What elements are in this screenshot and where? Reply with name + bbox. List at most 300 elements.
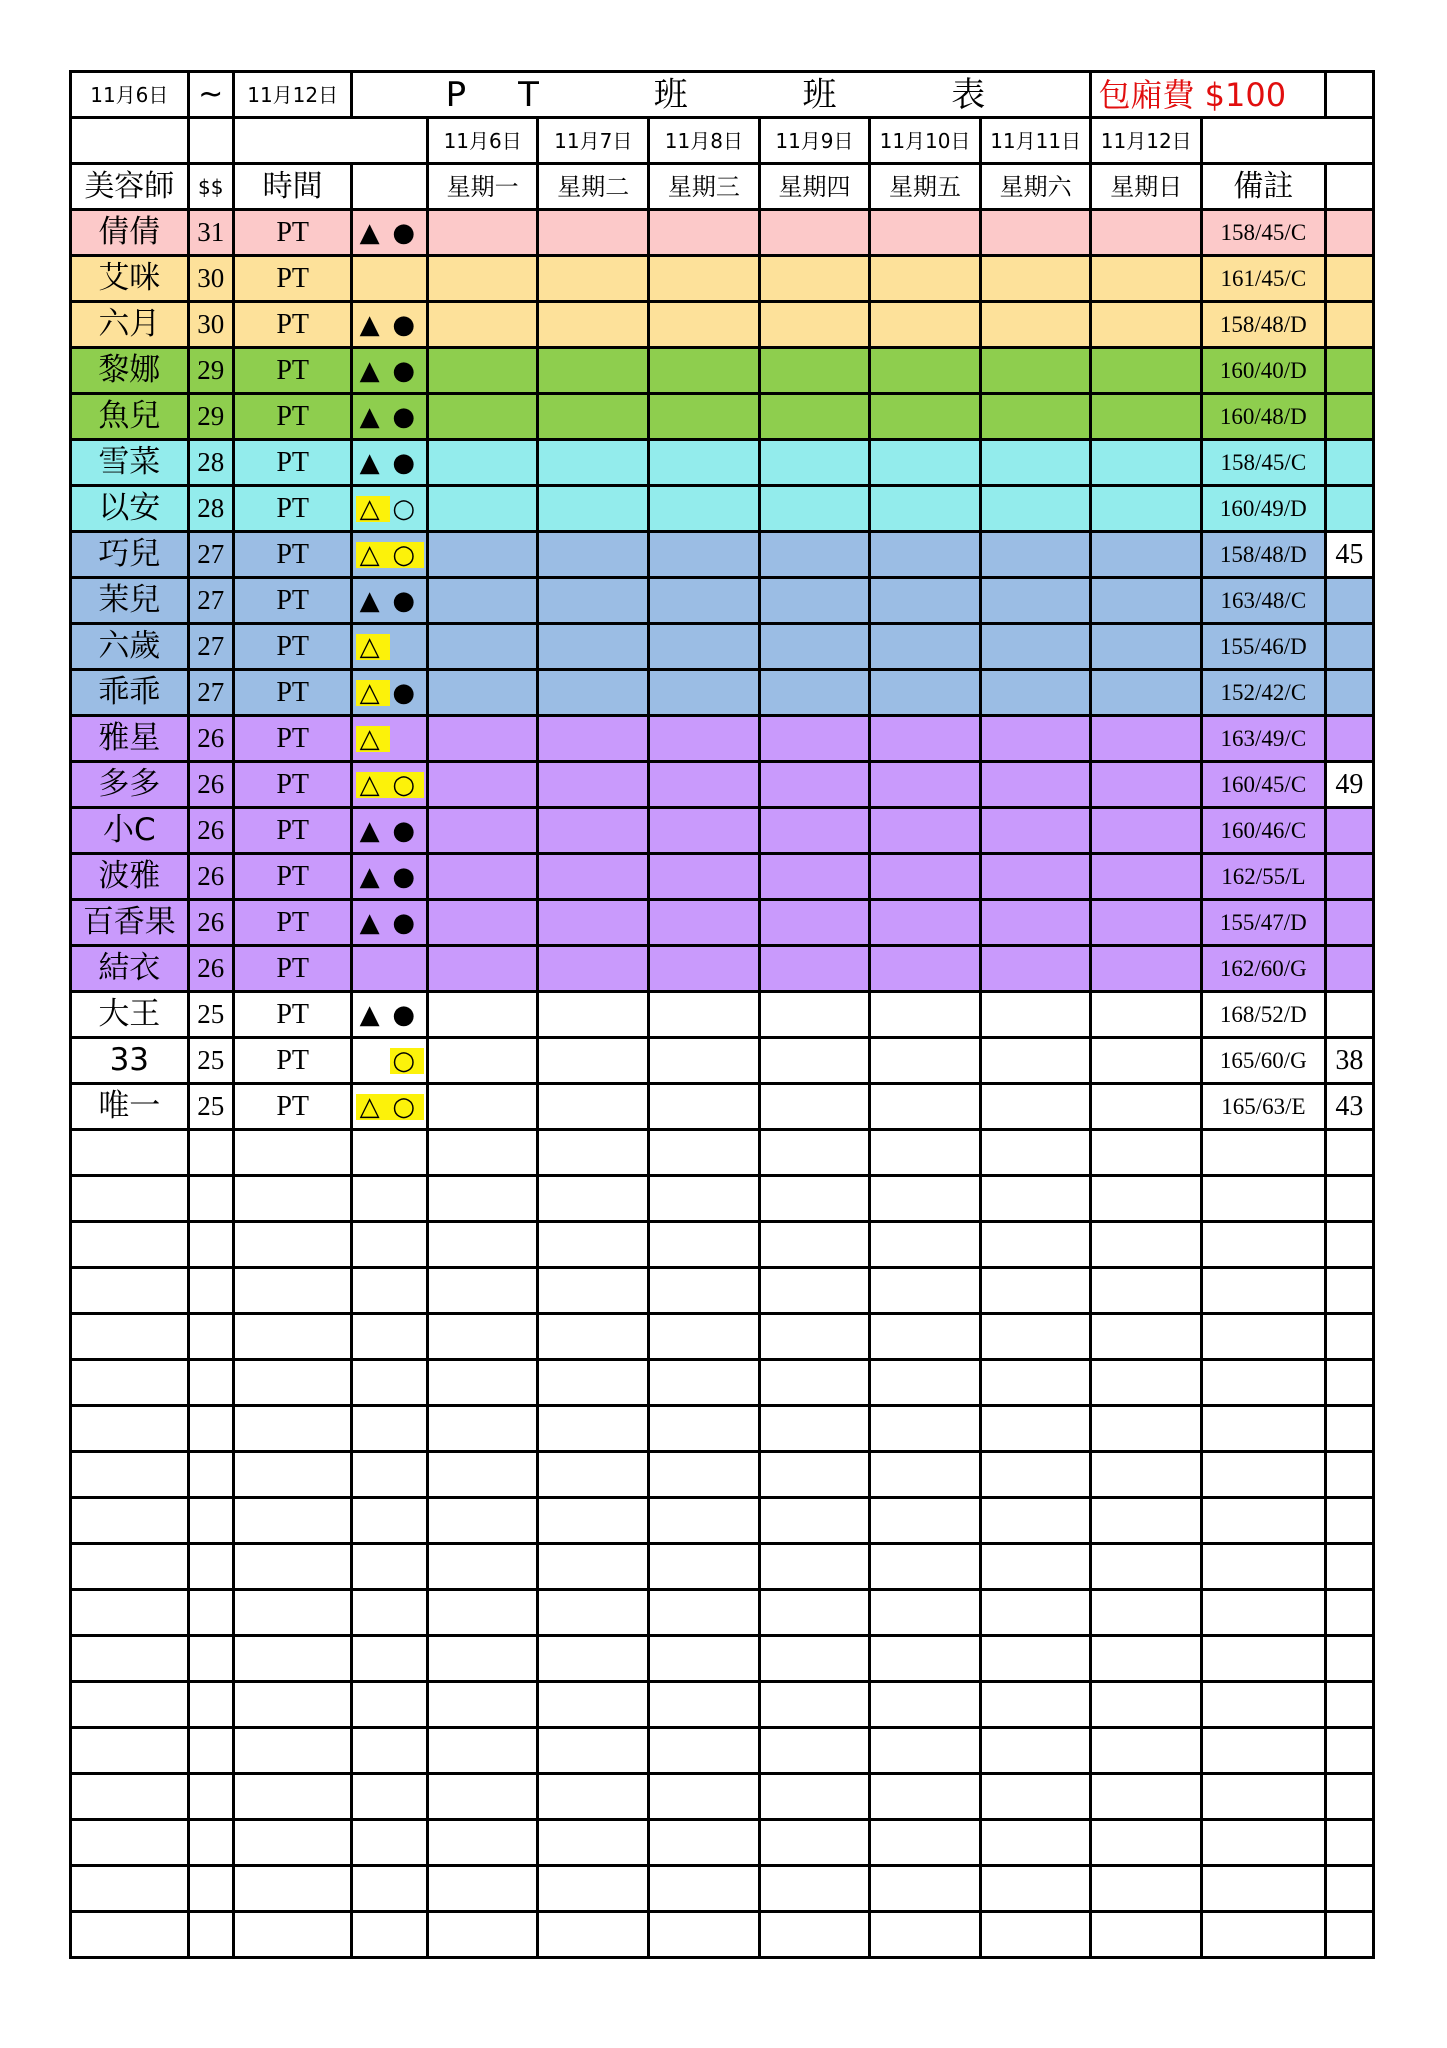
empty-cell [649,1774,760,1820]
empty-cell [870,1820,981,1866]
empty-cell [188,1498,233,1544]
day-cell [1091,670,1202,716]
staff-row [71,486,1374,532]
empty-cell [980,1452,1091,1498]
empty-cell [649,1682,760,1728]
empty-cell [188,1820,233,1866]
extra-value [1325,854,1373,900]
extra-value [1325,440,1373,486]
triangle-mark: △ [356,726,390,752]
empty-cell [1202,1912,1326,1958]
empty-cell [870,1636,981,1682]
empty-cell [427,1360,538,1406]
empty-cell [1202,1314,1326,1360]
day-cell [759,716,870,762]
staff-row [71,762,1374,808]
empty-cell [649,1130,760,1176]
extra-value: 43 [1325,1084,1373,1130]
empty-cell [759,1360,870,1406]
empty-cell [1091,1268,1202,1314]
empty-cell [233,1866,352,1912]
price-value: 27 [188,532,233,578]
weekday-header: 星期五 [870,164,981,210]
empty-cell [71,1866,189,1912]
triangle-mark: ▲ [359,815,386,846]
empty-cell [1325,1866,1373,1912]
empty-cell [649,1452,760,1498]
day-cell [538,302,649,348]
page-title: PT 班 班 表 [352,72,1091,118]
empty-cell [233,1222,352,1268]
extra-value: 38 [1325,1038,1373,1084]
triangle-mark: △ [356,634,390,660]
day-cell [649,670,760,716]
empty-cell [71,1590,189,1636]
triangle-mark: △ [356,542,390,568]
day-cell [538,440,649,486]
day-cell [538,946,649,992]
empty-cell [427,1268,538,1314]
day-cell [427,394,538,440]
empty-cell [538,1912,649,1958]
empty-cell [980,1728,1091,1774]
start-date: 11月6日 [71,72,189,118]
price-value: 29 [188,394,233,440]
staff-row [71,256,1374,302]
empty-cell [427,1130,538,1176]
empty-cell [538,1452,649,1498]
day-cell [427,992,538,1038]
empty-cell [188,1682,233,1728]
empty-cell [71,1360,189,1406]
empty-cell [188,1314,233,1360]
mark-cell [352,624,427,670]
day-cell [649,394,760,440]
empty-cell [649,1314,760,1360]
empty-cell [649,1912,760,1958]
empty-cell [1091,1314,1202,1360]
empty-cell [352,1912,427,1958]
triangle-mark: ▲ [359,309,386,340]
empty-cell [1091,1544,1202,1590]
empty-cell [427,1866,538,1912]
mark-cell [352,578,427,624]
extra-value [1325,670,1373,716]
day-cell [1091,1084,1202,1130]
empty-cell [980,1314,1091,1360]
empty-cell [870,1268,981,1314]
empty-cell [1202,1636,1326,1682]
staff-row [71,946,1374,992]
price-value: 26 [188,854,233,900]
empty-cell [233,1544,352,1590]
empty-cell [71,1544,189,1590]
date-header: 11月12日 [1091,118,1202,164]
empty-cell [1325,1728,1373,1774]
triangle-mark: △ [356,772,390,798]
circle-mark: ● [392,447,422,478]
beautician-name: 倩倩 [71,210,189,256]
empty-cell [71,1820,189,1866]
empty-cell [870,1590,981,1636]
empty-cell [870,1682,981,1728]
staff-row [71,210,1374,256]
empty-cell [352,1590,427,1636]
day-cell [427,762,538,808]
price-value: 26 [188,716,233,762]
day-cell [759,624,870,670]
extra-value [1325,808,1373,854]
empty-cell [233,1360,352,1406]
empty-cell [188,1130,233,1176]
empty-cell [538,1268,649,1314]
beautician-name: 艾咪 [71,256,189,302]
note-value: 161/45/C [1202,256,1326,302]
price-value: 31 [188,210,233,256]
empty-cell [1325,1222,1373,1268]
beautician-name: 巧兒 [71,532,189,578]
extra-value [1325,302,1373,348]
empty-cell [233,1176,352,1222]
empty-cell [352,1682,427,1728]
day-cell [427,348,538,394]
empty-cell [1325,1636,1373,1682]
empty-cell [1202,1268,1326,1314]
beautician-name: 百香果 [71,900,189,946]
empty-cell [427,1636,538,1682]
staff-row [71,1038,1374,1084]
day-cell [759,808,870,854]
day-cell [427,716,538,762]
empty-cell [870,1912,981,1958]
empty-cell [870,1866,981,1912]
extra-value [1325,256,1373,302]
mark-cell [352,670,427,716]
empty-cell [649,1728,760,1774]
day-cell [1091,946,1202,992]
day-cell [1091,440,1202,486]
empty-cell [538,1360,649,1406]
day-cell [759,256,870,302]
time-value: PT [233,348,352,394]
empty-cell [233,1314,352,1360]
circle-mark: ● [392,585,422,616]
date-header: 11月8日 [649,118,760,164]
day-cell [427,624,538,670]
empty-cell [759,1268,870,1314]
day-cell [870,762,981,808]
day-cell [870,256,981,302]
empty-cell [233,1636,352,1682]
empty-cell [233,1406,352,1452]
mark-cell [352,210,427,256]
empty-cell [1091,1590,1202,1636]
circle-mark: ● [392,861,422,892]
empty-cell [1091,1130,1202,1176]
date-header: 11月6日 [427,118,538,164]
note-value: 160/40/D [1202,348,1326,394]
day-cell [538,762,649,808]
day-cell [759,1038,870,1084]
day-cell [649,1038,760,1084]
day-cell [1091,210,1202,256]
beautician-name: 大王 [71,992,189,1038]
day-cell [980,486,1091,532]
day-cell [427,900,538,946]
empty-cell [759,1452,870,1498]
day-cell [870,946,981,992]
empty-cell [870,1130,981,1176]
staff-row [71,624,1374,670]
day-cell [427,946,538,992]
empty-cell [1091,1728,1202,1774]
time-value: PT [233,946,352,992]
triangle-mark: ▲ [359,861,386,892]
day-cell [649,486,760,532]
day-cell [1091,624,1202,670]
empty-row [71,1176,1374,1222]
triangle-mark: ▲ [359,217,386,248]
empty-cell [759,1866,870,1912]
day-cell [538,992,649,1038]
empty-row [71,1636,1374,1682]
empty-cell [427,1912,538,1958]
empty-cell [1091,1636,1202,1682]
circle-mark: ● [392,815,422,846]
day-cell [870,1084,981,1130]
empty-row [71,1590,1374,1636]
staff-row [71,440,1374,486]
empty-cell [71,1176,189,1222]
empty-cell [870,1406,981,1452]
note-value: 160/49/D [1202,486,1326,532]
extra-value [1325,946,1373,992]
circle-mark: ○ [390,542,424,568]
empty-cell [188,1176,233,1222]
empty-cell [870,1222,981,1268]
day-cell [870,440,981,486]
staff-row [71,716,1374,762]
day-cell [759,578,870,624]
day-cell [649,624,760,670]
triangle-mark: △ [356,1094,390,1120]
empty-cell [71,1406,189,1452]
mark-cell [352,394,427,440]
empty-cell [427,1406,538,1452]
day-cell [980,854,1091,900]
note-value: 165/63/E [1202,1084,1326,1130]
day-cell [980,1038,1091,1084]
end-date: 11月12日 [233,72,352,118]
empty-cell [980,1912,1091,1958]
day-cell [759,210,870,256]
blank-cell [1202,118,1374,164]
day-cell [1091,486,1202,532]
empty-cell [233,1728,352,1774]
day-cell [870,854,981,900]
empty-cell [759,1820,870,1866]
staff-row [71,854,1374,900]
day-cell [870,486,981,532]
empty-cell [1091,1866,1202,1912]
empty-cell [233,1820,352,1866]
day-cell [427,578,538,624]
empty-cell [980,1176,1091,1222]
empty-cell [980,1268,1091,1314]
day-cell [538,716,649,762]
empty-cell [870,1728,981,1774]
empty-cell [233,1498,352,1544]
empty-cell [1202,1820,1326,1866]
day-cell [980,946,1091,992]
empty-cell [1091,1682,1202,1728]
day-cell [427,532,538,578]
time-value: PT [233,256,352,302]
empty-cell [71,1636,189,1682]
mark-cell [352,762,427,808]
day-cell [870,348,981,394]
empty-cell [1202,1774,1326,1820]
day-cell [980,440,1091,486]
empty-cell [352,1268,427,1314]
empty-cell [759,1176,870,1222]
blank-cell [71,118,189,164]
beautician-name: 以安 [71,486,189,532]
day-cell [538,256,649,302]
empty-cell [427,1728,538,1774]
extra-value [1325,348,1373,394]
day-cell [1091,900,1202,946]
empty-cell [352,1498,427,1544]
weekday-header: 星期二 [538,164,649,210]
empty-cell [538,1406,649,1452]
triangle-mark: ▲ [359,907,386,938]
empty-cell [1202,1452,1326,1498]
day-cell [870,394,981,440]
empty-cell [71,1222,189,1268]
empty-cell [538,1682,649,1728]
day-cell [759,440,870,486]
time-value: PT [233,210,352,256]
empty-cell [427,1176,538,1222]
day-cell [1091,992,1202,1038]
beautician-name: 黎娜 [71,348,189,394]
empty-cell [71,1314,189,1360]
day-cell [759,670,870,716]
empty-cell [538,1774,649,1820]
time-value: PT [233,854,352,900]
day-cell [980,578,1091,624]
empty-row [71,1682,1374,1728]
mark-cell [352,808,427,854]
day-cell [870,210,981,256]
day-cell [759,302,870,348]
note-value: 158/48/D [1202,532,1326,578]
day-cell [980,992,1091,1038]
note-value: 158/45/C [1202,210,1326,256]
day-cell [870,532,981,578]
circle-mark: ● [392,907,422,938]
beautician-name: 唯一 [71,1084,189,1130]
day-cell [980,210,1091,256]
extra-value [1325,486,1373,532]
day-cell [1091,854,1202,900]
day-cell [649,302,760,348]
empty-cell [759,1544,870,1590]
empty-cell [188,1406,233,1452]
circle-mark: ● [392,355,422,386]
price-value: 30 [188,302,233,348]
empty-cell [980,1360,1091,1406]
day-cell [649,762,760,808]
beautician-name: 魚兒 [71,394,189,440]
day-cell [980,762,1091,808]
beautician-name: 多多 [71,762,189,808]
day-cell [427,1084,538,1130]
empty-cell [759,1130,870,1176]
day-cell [427,210,538,256]
extra-value [1325,624,1373,670]
empty-cell [71,1130,189,1176]
empty-cell [649,1498,760,1544]
empty-cell [759,1912,870,1958]
empty-cell [188,1590,233,1636]
day-cell [759,532,870,578]
empty-cell [649,1176,760,1222]
empty-cell [352,1636,427,1682]
empty-cell [538,1130,649,1176]
beautician-name: 雪菜 [71,440,189,486]
beautician-name: 小C [71,808,189,854]
empty-cell [538,1498,649,1544]
empty-cell [759,1314,870,1360]
empty-row [71,1774,1374,1820]
extra-value [1325,394,1373,440]
empty-cell [1325,1130,1373,1176]
empty-cell [352,1360,427,1406]
time-value: PT [233,808,352,854]
day-cell [538,394,649,440]
empty-cell [352,1176,427,1222]
day-cell [1091,532,1202,578]
empty-cell [759,1406,870,1452]
day-cell [1091,256,1202,302]
day-cell [980,302,1091,348]
day-cell [649,946,760,992]
empty-cell [1091,1774,1202,1820]
empty-cell [980,1774,1091,1820]
notes-header: 備註 [1202,164,1326,210]
empty-cell [1202,1406,1326,1452]
day-cell [980,670,1091,716]
time-value: PT [233,1038,352,1084]
empty-cell [649,1866,760,1912]
extra-value: 45 [1325,532,1373,578]
staff-row [71,532,1374,578]
empty-cell [1202,1866,1326,1912]
empty-row [71,1820,1374,1866]
price-value: 29 [188,348,233,394]
circle-mark: ○ [390,1094,424,1120]
empty-cell [352,1222,427,1268]
empty-cell [1091,1222,1202,1268]
empty-row [71,1222,1374,1268]
day-cell [538,578,649,624]
day-cell [870,992,981,1038]
mark-cell [352,1084,427,1130]
day-cell [427,486,538,532]
empty-cell [1325,1452,1373,1498]
